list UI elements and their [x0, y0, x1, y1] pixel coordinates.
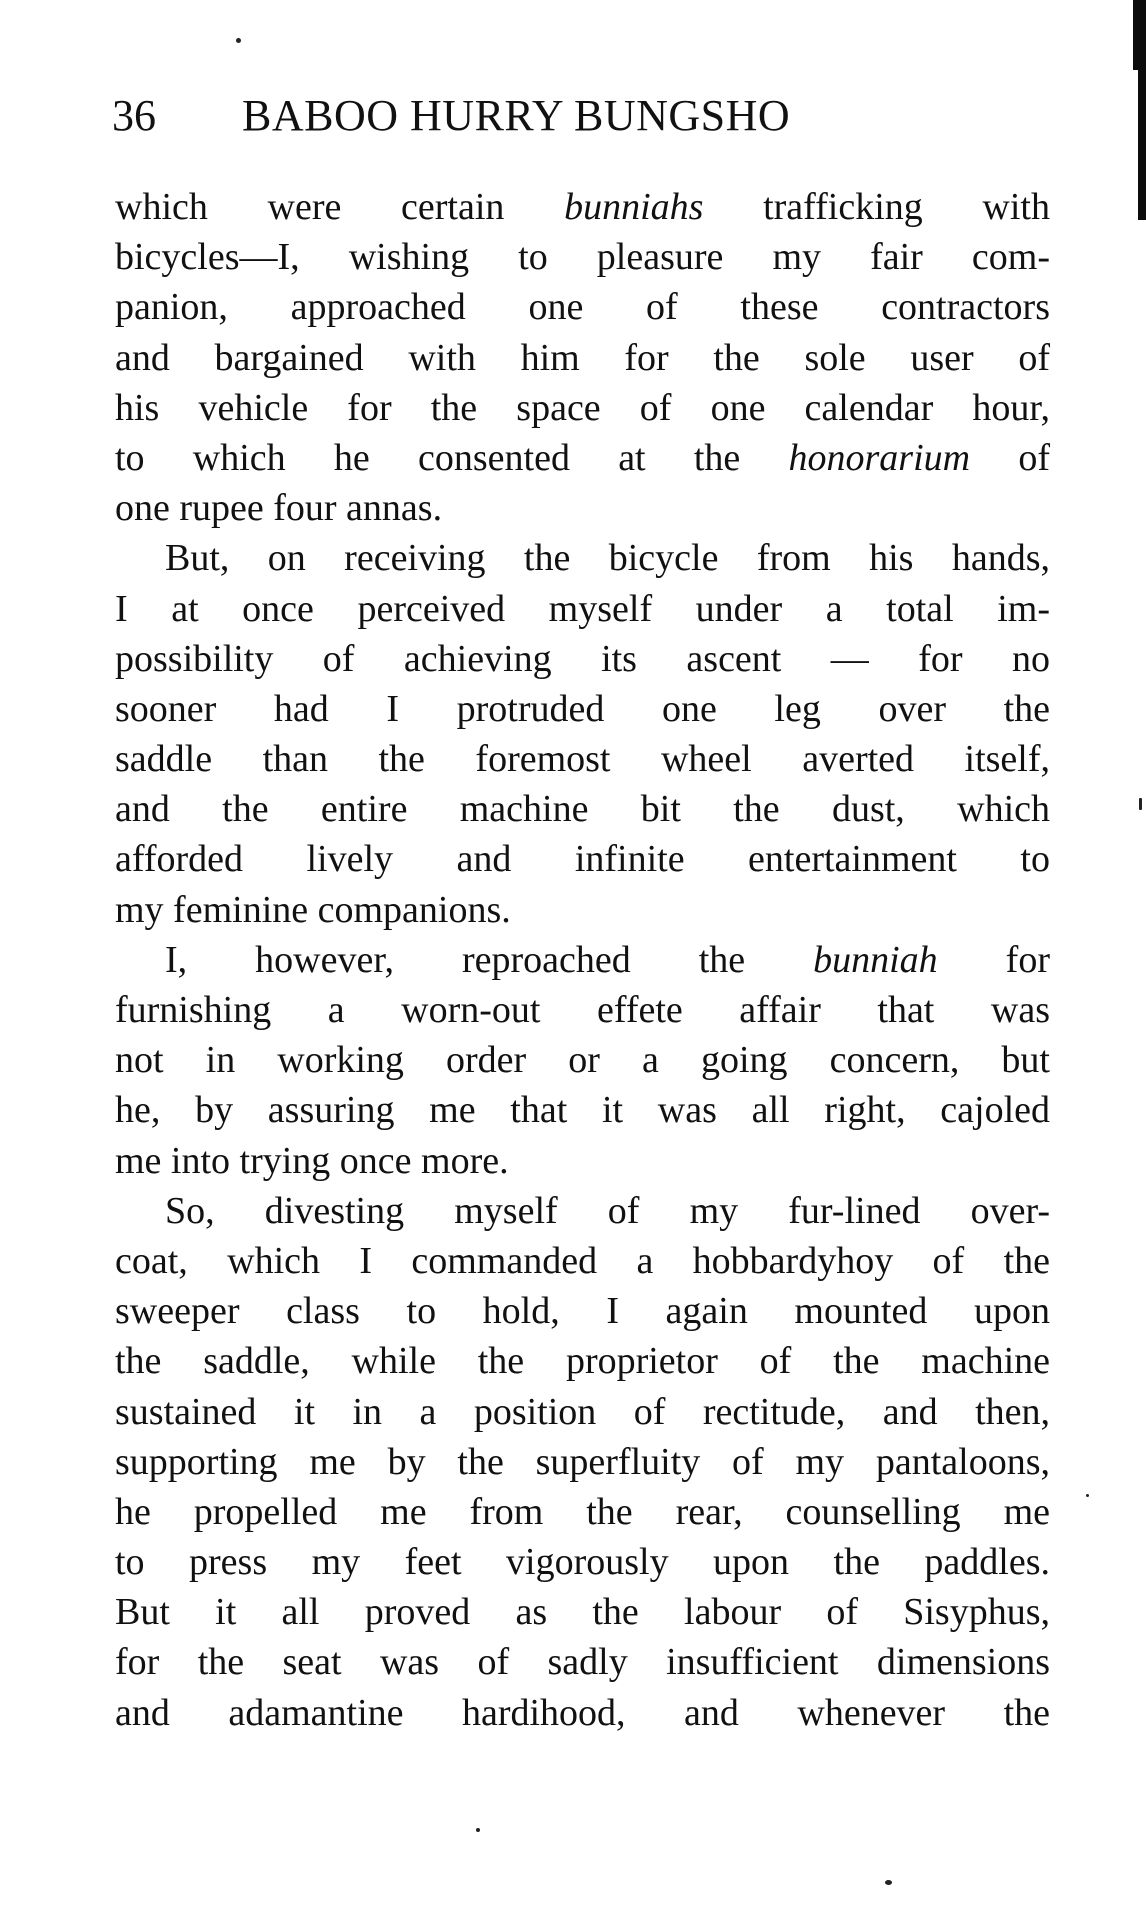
text-segment: sooner had I protruded one leg over the [115, 687, 1050, 730]
text-segment: one rupee four annas. [115, 487, 443, 530]
running-title: BABOO HURRY BUNGSHO [242, 91, 791, 140]
text-segment: and the entire machine bit the dust, which [115, 788, 1050, 831]
text-segment: and adamantine hardihood, and whenever the [115, 1691, 1050, 1734]
text-segment: of [970, 436, 1050, 479]
text-line [115, 1437, 1050, 1487]
text-line [115, 634, 1050, 684]
text-line [115, 885, 1050, 935]
text-segment: afforded lively and infinite entertainment to [115, 838, 1050, 881]
text-line [115, 182, 1050, 232]
text-segment: bicycles—I, wishing to pleasure my fair com- [115, 236, 1050, 279]
text-segment: he, by assuring me that it was all right, cajoled [115, 1089, 1050, 1132]
text-segment: my feminine companions. [115, 888, 511, 931]
text-line [115, 1136, 1050, 1186]
text-line [115, 282, 1050, 332]
text-line [115, 533, 1050, 583]
page-number: 36 [112, 91, 156, 140]
italic-term: honorarium [788, 436, 971, 479]
text-line [115, 1487, 1050, 1537]
text-segment: I at once perceived myself under a total im- [115, 587, 1050, 630]
text-line [115, 232, 1050, 282]
scan-speck [885, 1880, 892, 1885]
text-line [115, 1085, 1050, 1135]
running-header [112, 86, 1072, 146]
text-segment: he propelled me from the rear, counselling me [115, 1490, 1050, 1533]
text-line [115, 684, 1050, 734]
text-line [115, 1186, 1050, 1236]
text-line [115, 1637, 1050, 1687]
scan-speck [1139, 798, 1142, 810]
text-line [115, 1688, 1050, 1738]
italic-term: bunniah [813, 938, 938, 981]
text-line [115, 1537, 1050, 1587]
text-segment: the saddle, while the proprietor of the machine [115, 1340, 1050, 1383]
text-segment: saddle than the foremost wheel averted itself, [115, 738, 1050, 781]
text-segment: coat, which I commanded a hobbardyhoy of the [115, 1239, 1050, 1282]
scan-edge-bar [1138, 0, 1146, 220]
text-line [115, 483, 1050, 533]
body-text [115, 182, 1050, 1738]
text-line [115, 1035, 1050, 1085]
text-line [115, 734, 1050, 784]
text-segment: for [937, 938, 1050, 981]
text-line [115, 433, 1050, 483]
text-segment: panion, approached one of these contractors [115, 286, 1050, 329]
text-segment: But it all proved as the labour of Sisyphus, [115, 1591, 1050, 1634]
text-line [115, 1587, 1050, 1637]
text-line [115, 935, 1050, 985]
scan-speck [476, 1828, 480, 1832]
text-segment: So, divesting myself of my fur-lined over- [165, 1189, 1050, 1232]
text-line [115, 333, 1050, 383]
text-line [115, 834, 1050, 884]
italic-term: bunniahs [564, 186, 704, 228]
scan-speck [1086, 1494, 1089, 1497]
text-segment: which were certain [115, 186, 565, 228]
text-line [115, 383, 1050, 433]
text-segment: I, however, reproached the [165, 938, 814, 981]
text-line [115, 784, 1050, 834]
text-line [115, 1236, 1050, 1286]
text-segment: trafficking with [703, 186, 1050, 228]
text-segment: furnishing a worn-out effete affair that was [115, 989, 1050, 1031]
text-line [115, 985, 1050, 1035]
scan-speck [236, 38, 241, 43]
text-segment: to which he consented at the [115, 436, 789, 479]
text-segment: me into trying once more. [115, 1139, 509, 1182]
text-segment: But, on receiving the bicycle from his hands, [165, 537, 1050, 580]
text-segment: possibility of achieving its ascent — for no [115, 637, 1050, 680]
text-segment: his vehicle for the space of one calendar hour, [115, 386, 1050, 429]
text-segment: to press my feet vigorously upon the paddles. [115, 1541, 1050, 1584]
text-segment: supporting me by the superfluity of my pantaloons, [115, 1440, 1050, 1483]
text-segment: and bargained with him for the sole user of [115, 336, 1050, 379]
text-line [115, 584, 1050, 634]
text-segment: for the seat was of sadly insufficient dimensions [115, 1641, 1050, 1684]
text-segment: sweeper class to hold, I again mounted upon [115, 1290, 1050, 1333]
text-line [115, 1286, 1050, 1336]
text-segment: not in working order or a going concern, but [115, 1039, 1050, 1082]
text-line [115, 1387, 1050, 1437]
scan-edge-notch [1133, 0, 1138, 70]
text-line [115, 1336, 1050, 1386]
text-segment: sustained it in a position of rectitude, and then, [115, 1390, 1050, 1433]
